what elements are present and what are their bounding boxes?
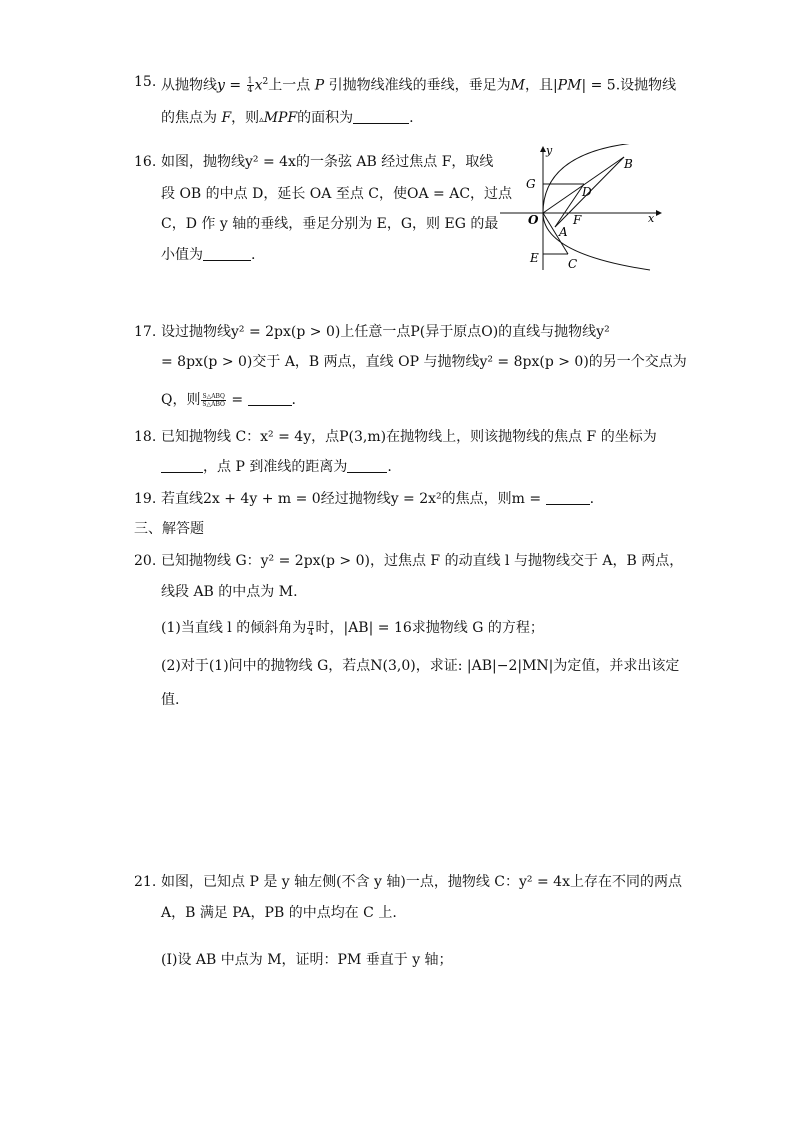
q17-answer-blank[interactable] [248,391,292,406]
q17-line-3 [161,390,296,410]
q15-eq: y = [217,77,246,94]
q18-answer-blank-2[interactable] [347,458,387,473]
q17-equals: = [226,392,248,408]
q21-line-2: A，B 满足 PA，PB 的中点均在 C 上. [161,905,397,921]
q19-text: 若直线2x + 4y + m = 0经过抛物线y = 2x²的焦点，则m = [161,491,546,507]
q16-line-2: 段 OB 的中点 D，延长 OA 至点 C，使OA = AC，过点 [161,186,513,202]
label-F: F [573,213,582,227]
label-D: D [582,185,592,199]
q15-M: M [510,77,525,94]
q15-text-f: 的焦点为 [161,110,222,126]
q15-triangle: ▵ [259,115,264,125]
q16-number: 16. [134,154,157,170]
q15-text-d: ，且| [524,77,558,94]
label-O: O [528,213,539,227]
q15-text-b: 上一点 [268,77,315,94]
q20-line-4: (2)对于(1)问中的抛物线 G，若点N(3,0)，求证: |AB|−2|MN|为定值，并求出该定 [161,658,680,674]
q15-number: 15. [134,74,157,90]
q15-P: P [314,77,325,94]
q17-fraction: $\frac{\text{S△ABQ}}{\text{S△ABO}}$ [202,392,225,408]
label-C: C [568,257,578,271]
q20-line-2: 线段 AB 的中点为 M. [161,584,298,600]
q15-line-1 [161,72,676,96]
q15-text-g: ，则 [231,110,260,126]
label-y: y [546,144,553,157]
q15-end: . [409,110,414,126]
q15-answer-blank[interactable] [353,109,409,124]
q16-line-4 [161,245,255,265]
x-axis-arrow [656,210,662,216]
q15-MPF: MPF [263,110,298,126]
section-heading: 三、解答题 [134,521,204,537]
q17-line-1: 设过抛物线y² = 2px(p > 0)上任意一点P(异于原点O)的直线与抛物线y² [161,324,610,340]
q15-text-c: 引抛物线准线的垂线，垂足为 [324,77,511,94]
q15-sup: 2 [262,77,269,87]
label-B: B [624,157,633,171]
q18-end: . [387,459,392,475]
q21-line-3: (Ⅰ)设 AB 中点为 M，证明：PM 垂直于 y 轴； [161,952,453,968]
q16-answer-blank[interactable] [203,246,251,261]
q15-fraction: $\frac{1}{4}$ [247,76,253,95]
label-G: G [526,177,536,191]
q15-eq-x: x [254,77,263,94]
q20-line-3 [161,618,544,638]
q19-line-1 [161,489,594,509]
q18-text-b: ，点 P 到准线的距离为 [203,459,348,475]
q19-number: 19. [134,491,157,507]
label-A: A [559,225,568,239]
label-E: E [530,251,539,265]
q21-number: 21. [134,874,157,890]
q18-line-2 [161,457,392,477]
q15-text-a: 从抛物线 [161,77,217,94]
q20-text-a: (1)当直线 l 的倾斜角为 [161,620,307,636]
q17-text-a: Q，则 [161,392,201,408]
q18-line-1: 已知抛物线 C：x² = 4y，点P(3,m)在抛物线上，则该抛物线的焦点 F 的坐标为 [161,429,657,445]
label-x: x [648,212,655,225]
q15-text-e: | = 5.设抛物线 [581,77,677,94]
q17-number: 17. [134,324,157,340]
q15-F: F [221,110,232,126]
parabola-figure [496,144,666,276]
q20-text-b: 时，|AB| = 16求抛物线 G 的方程； [315,620,544,636]
q17-end: . [291,392,296,408]
q20-line-1: 已知抛物线 G：y² = 2px(p > 0)，过焦点 F 的动直线 l 与抛物线交于 A，B 两点， [161,553,684,569]
q17-line-2: = 8px(p > 0)交于 A，B 两点，直线 OP 与抛物线y² = 8px(p > 0)的另一个交点为 [161,354,687,370]
q16-line-3: C，D 作 y 轴的垂线，垂足分别为 E，G，则 EG 的最 [161,216,499,232]
q18-answer-blank-1[interactable] [161,458,203,473]
q16-line-1: 如图，抛物线y² = 4x的一条弦 AB 经过焦点 F，取线 [161,154,494,170]
q21-line-1: 如图，已知点 P 是 y 轴左侧(不含 y 轴)一点，抛物线 C：y² = 4x上存在不同的两点 [161,874,682,890]
q16-end: . [251,247,256,263]
q19-answer-blank[interactable] [546,490,590,505]
q19-end: . [589,491,595,507]
q20-fraction: $\frac{\pi}{4}$ [308,618,314,637]
q15-PM: PM [557,77,582,94]
q15-text-h: 的面积为 [297,110,354,126]
q16-text-end: 小值为 [161,247,203,263]
q15-line-2 [161,108,414,130]
q20-number: 20. [134,553,157,569]
q20-line-5: 值. [161,692,180,708]
q18-number: 18. [134,429,157,445]
